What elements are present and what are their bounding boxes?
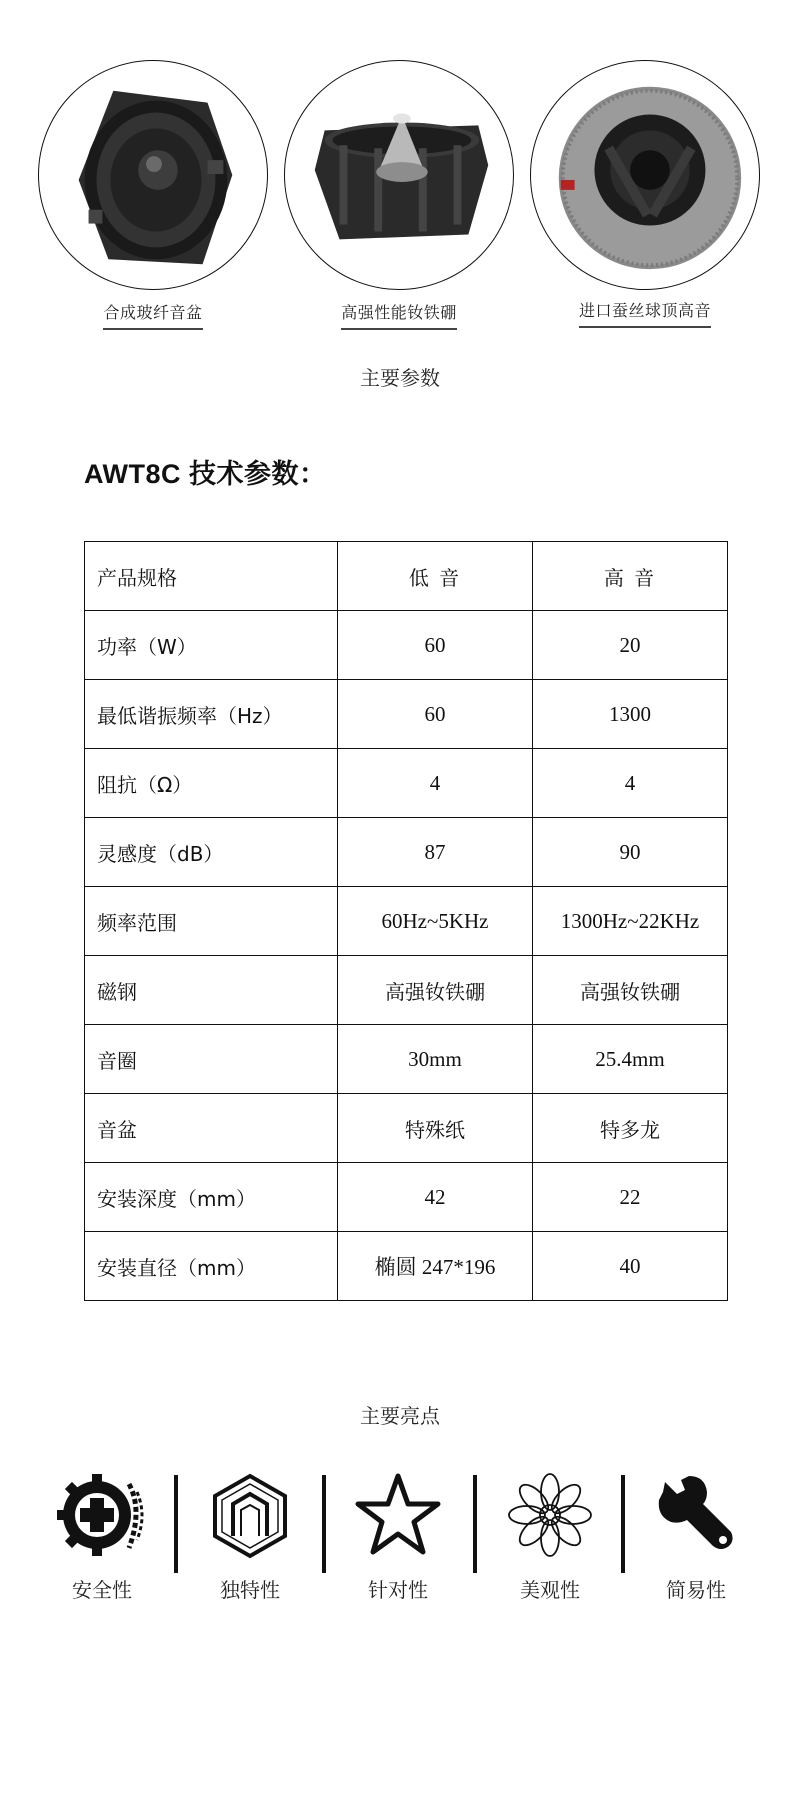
tweeter-photo-frame — [530, 60, 760, 290]
silk-dome-tweeter-image — [531, 61, 759, 289]
table-row — [85, 818, 728, 887]
flower-icon — [505, 1470, 595, 1560]
row-high-value: 90 — [533, 818, 728, 887]
feature-label: 简易性 — [666, 1578, 726, 1602]
row-label: 阻抗（Ω） — [85, 749, 338, 818]
feature-safety — [42, 1470, 162, 1603]
table-row — [85, 956, 728, 1025]
spec-table — [84, 541, 728, 1301]
row-low-value: 4 — [338, 749, 533, 818]
feature-divider — [322, 1475, 326, 1573]
row-high-value: 4 — [533, 749, 728, 818]
table-row — [85, 1232, 728, 1301]
row-low-value: 30mm — [338, 1025, 533, 1094]
table-row — [85, 680, 728, 749]
spec-header-row — [85, 542, 728, 611]
row-low-value: 高强钕铁硼 — [338, 956, 533, 1025]
feature-divider — [174, 1475, 178, 1573]
feature-label: 安全性 — [72, 1578, 132, 1602]
component-caption-tweeter: 进口蚕丝球顶高音 — [530, 298, 760, 328]
feature-label: 独特性 — [220, 1578, 280, 1602]
row-low-value: 60Hz~5KHz — [338, 887, 533, 956]
row-label: 音圈 — [85, 1025, 338, 1094]
row-label: 功率（W） — [85, 611, 338, 680]
row-label: 安装直径（mm） — [85, 1232, 338, 1301]
hexagon-n-icon — [205, 1470, 295, 1560]
component-caption-magnet: 高强性能钕铁硼 — [284, 300, 514, 330]
row-high-value: 特多龙 — [533, 1094, 728, 1163]
header-spec: 产品规格 — [85, 542, 338, 611]
star-icon — [353, 1470, 443, 1560]
table-row — [85, 887, 728, 956]
table-row — [85, 749, 728, 818]
row-high-value: 20 — [533, 611, 728, 680]
feature-simplicity — [636, 1470, 756, 1603]
component-caption-woofer: 合成玻纤音盆 — [38, 300, 268, 330]
params-section-label: 主要参数 — [360, 366, 440, 390]
table-row — [85, 611, 728, 680]
row-label: 音盆 — [85, 1094, 338, 1163]
woofer-cone-image — [39, 61, 267, 289]
row-low-value: 60 — [338, 611, 533, 680]
row-high-value: 高强钕铁硼 — [533, 956, 728, 1025]
row-high-value: 25.4mm — [533, 1025, 728, 1094]
row-label: 安装深度（mm） — [85, 1163, 338, 1232]
row-label: 最低谐振频率（Hz） — [85, 680, 338, 749]
row-high-value: 1300 — [533, 680, 728, 749]
neodymium-magnet-image — [285, 61, 513, 289]
row-high-value: 1300Hz~22KHz — [533, 887, 728, 956]
magnet-photo-frame — [284, 60, 514, 290]
feature-aesthetics — [490, 1470, 610, 1603]
row-low-value: 椭圆 247*196 — [338, 1232, 533, 1301]
row-low-value: 特殊纸 — [338, 1094, 533, 1163]
row-label: 频率范围 — [85, 887, 338, 956]
shield-gear-cross-icon — [57, 1470, 147, 1560]
row-low-value: 42 — [338, 1163, 533, 1232]
feature-divider — [473, 1475, 477, 1573]
header-high: 高 音 — [533, 542, 728, 611]
table-row — [85, 1025, 728, 1094]
row-high-value: 40 — [533, 1232, 728, 1301]
feature-label: 针对性 — [368, 1578, 428, 1602]
row-label: 磁钢 — [85, 956, 338, 1025]
feature-targeting — [338, 1470, 458, 1603]
row-low-value: 60 — [338, 680, 533, 749]
row-high-value: 22 — [533, 1163, 728, 1232]
feature-divider — [621, 1475, 625, 1573]
table-row — [85, 1163, 728, 1232]
woofer-photo-frame — [38, 60, 268, 290]
row-label: 灵感度（dB） — [85, 818, 338, 887]
wrench-icon — [651, 1470, 741, 1560]
highlights-section-label: 主要亮点 — [360, 1404, 440, 1428]
row-low-value: 87 — [338, 818, 533, 887]
table-row — [85, 1094, 728, 1163]
feature-uniqueness — [190, 1470, 310, 1603]
spec-title: AWT8C 技术参数： — [84, 459, 327, 489]
header-low: 低 音 — [338, 542, 533, 611]
feature-label: 美观性 — [520, 1578, 580, 1602]
